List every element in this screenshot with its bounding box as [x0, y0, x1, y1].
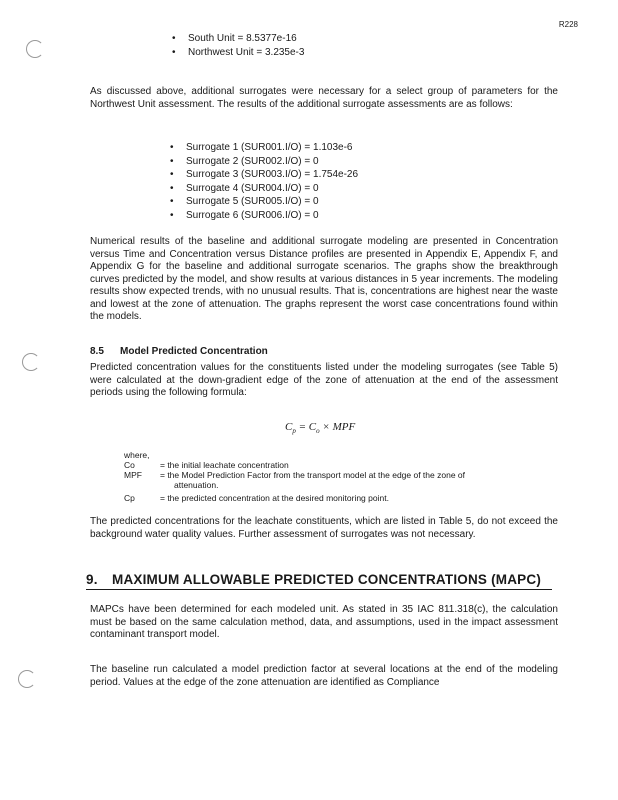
list-item: • Surrogate 6 (SUR006.I/O) = 0	[170, 209, 358, 223]
unit-results-list	[172, 32, 304, 59]
list-item: • Surrogate 2 (SUR002.I/O) = 0	[170, 155, 358, 169]
formula	[285, 421, 355, 435]
punch-hole-mark	[22, 353, 40, 371]
paragraph-surrogates-intro: As discussed above, additional surrogates were necessary for a select group of parameters for the Northwest Unit assessment. The results of the additional surrogate assessments are as follows:	[90, 86, 558, 110]
paragraph-predicted-concentration: Predicted concentration values for the constituents listed under the modeling surrogates (see Table 5) were calculated at the down-gradient edge of the zone of attenuation at the end of the assessment periods using the following formula:	[90, 362, 558, 398]
list-item: • South Unit = 8.5377e-16	[172, 32, 304, 46]
list-item: • Northwest Unit = 3.235e-3	[172, 46, 304, 60]
punch-hole-mark	[26, 40, 44, 58]
paragraph-baseline-run: The baseline run calculated a model prediction factor at several locations at the end of the modeling period. Values at the edge of the zone attenuation are identified as Compliance	[90, 664, 558, 688]
paragraph-mapcs: MAPCs have been determined for each modeled unit. As stated in 35 IAC 811.318(c), the calculation must be based on the same calculation method, data, and assumptions, used in the impact assessment contaminant transport model.	[90, 604, 558, 640]
definition-text: = the predicted concentration at the desired monitoring point.	[160, 493, 389, 503]
list-item: • Surrogate 1 (SUR001.I/O) = 1.103e-6	[170, 141, 358, 155]
surrogate-results-list	[170, 141, 358, 222]
formula-times: ×	[319, 421, 333, 433]
list-item: • Surrogate 3 (SUR003.I/O) = 1.754e-26	[170, 168, 358, 182]
section-number: 8.5	[90, 346, 104, 357]
paragraph-predicted-results: The predicted concentrations for the leachate constituents, which are listed in Table 5, do not exceed the background water quality values. Further assessment of surrogates was not necessary.	[90, 516, 558, 540]
section-title: MAXIMUM ALLOWABLE PREDICTED CONCENTRATIONS (MAPC)	[112, 572, 542, 587]
list-item: • Surrogate 4 (SUR004.I/O) = 0	[170, 182, 358, 196]
formula-mpf: MPF	[332, 421, 356, 433]
definition-row	[124, 460, 465, 470]
punch-hole-mark	[18, 670, 36, 688]
formula-co: C	[308, 421, 317, 433]
formula-co-sub: o	[316, 427, 320, 436]
definition-symbol: Cp	[124, 493, 135, 503]
page-id: R228	[558, 20, 578, 29]
definition-row	[124, 470, 465, 480]
section-number: 9.	[86, 572, 98, 587]
formula-equals: =	[295, 421, 309, 433]
definition-row	[124, 480, 465, 490]
definition-row	[124, 490, 465, 503]
list-item: • Surrogate 5 (SUR005.I/O) = 0	[170, 195, 358, 209]
section-heading-8-5	[90, 346, 268, 357]
definition-symbol: MPF	[124, 470, 142, 480]
formula-cp-sub: p	[292, 427, 296, 436]
definition-text: = the Model Prediction Factor from the transport model at the edge of the zone of	[160, 470, 465, 480]
definition-symbol: Co	[124, 460, 135, 470]
where-label: where,	[124, 450, 150, 460]
section-heading-9	[86, 572, 552, 590]
paragraph-numerical-results: Numerical results of the baseline and additional surrogate modeling are presented in Concentration versus Time and Concentration versus Distance profiles are presented in Appendix E, Appendix F, and Appendix G for the baseline and additional surrogate scenarios. The graphs show the breakthrough curves predicted by the model, and show results at various distances in 5 year increments. The modeling results show expected trends, with no unusual results. That is, concentrations are highest near the waste and lowest at the zone of attenuation. The graphs represent the worst case concentrations found within the models.	[90, 236, 558, 322]
definitions-table	[124, 460, 465, 503]
section-title: Model Predicted Concentration	[120, 346, 268, 357]
definition-text: = the initial leachate concentration	[160, 460, 289, 470]
definition-continuation: attenuation.	[174, 480, 219, 490]
formula-cp: C	[285, 421, 293, 433]
